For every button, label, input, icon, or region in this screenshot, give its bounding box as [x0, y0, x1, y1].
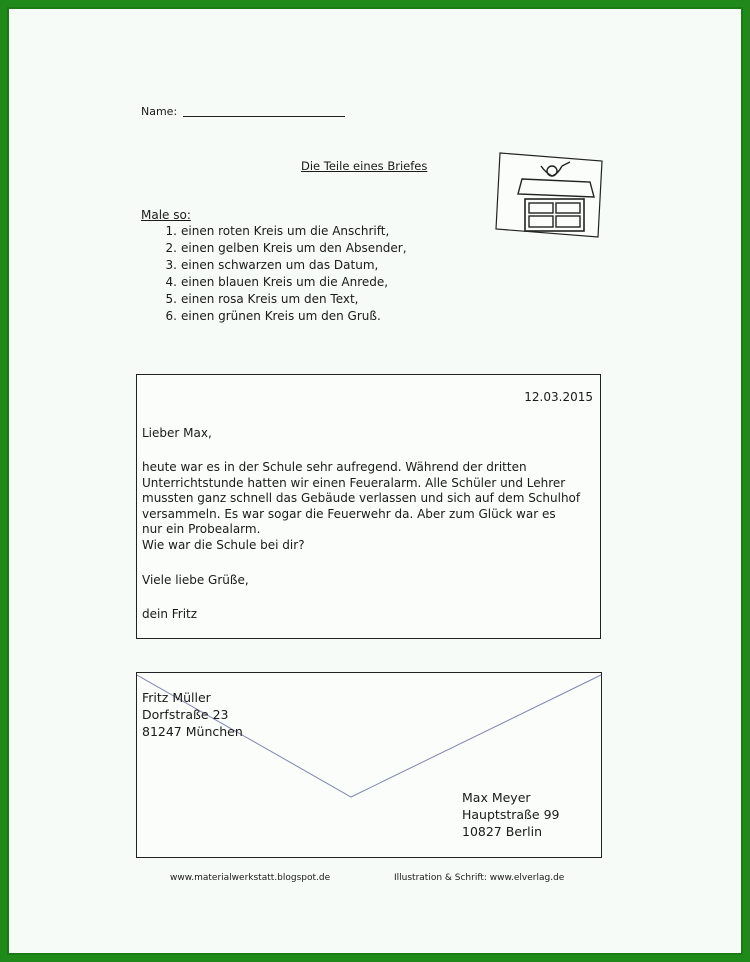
letter-body-line: Wie war die Schule bei dir? [142, 537, 305, 552]
letter-body [142, 460, 592, 553]
letter-body-line: Unterrichtstunde hatten wir einen Feueralarm. Alle Schüler und Lehrer [142, 475, 566, 490]
recipient-city: 10827 Berlin [462, 824, 543, 839]
footer-credits: Illustration & Schrift: www.elverlag.de [394, 873, 565, 883]
recipient-street: Hauptstraße 99 [462, 807, 560, 822]
instructions-list [157, 223, 407, 325]
mailbox-icon [494, 149, 604, 239]
letter-date: 12.03.2015 [524, 390, 593, 404]
letter-body-line: heute war es in der Schule sehr aufregend. Während der dritten [142, 460, 527, 474]
instruction-item: 3. einen schwarzen um das Datum, [165, 258, 379, 272]
letter-body-line: nur ein Probealarm. [142, 522, 261, 536]
instruction-item: 4. einen blauen Kreis um die Anrede, [165, 275, 389, 289]
letter-salutation: Lieber Max, [142, 426, 212, 440]
name-write-line [183, 116, 345, 117]
footer-website: www.materialwerkstatt.blogspot.de [170, 873, 331, 883]
instruction-item: 1. einen roten Kreis um die Anschrift, [165, 224, 390, 238]
envelope-recipient [462, 789, 559, 840]
name-label: Name: [141, 105, 178, 118]
instruction-item: 5. einen rosa Kreis um den Text, [165, 292, 359, 306]
envelope-sender [142, 689, 243, 740]
recipient-name: Max Meyer [462, 790, 531, 805]
instructions-intro: Male so: [141, 208, 191, 222]
letter-body-line: versammeln. Es war sogar die Feuerwehr da. Aber zum Glück war es [142, 506, 556, 521]
envelope [136, 672, 602, 858]
sender-street: Dorfstraße 23 [142, 707, 229, 722]
worksheet-title: Die Teile eines Briefes [301, 159, 428, 173]
instruction-item: 6. einen grünen Kreis um den Gruß. [165, 309, 381, 323]
worksheet-page [7, 7, 743, 955]
instruction-item: 2. einen gelben Kreis um den Absender, [165, 241, 407, 255]
sender-city: 81247 München [142, 724, 243, 739]
letter-signature: dein Fritz [142, 607, 198, 621]
letter-greeting: Viele liebe Grüße, [142, 573, 249, 587]
letter-box [136, 374, 601, 639]
letter-body-line: mussten ganz schnell das Gebäude verlassen und sich auf dem Schulhof [142, 491, 581, 505]
sender-name: Fritz Müller [142, 690, 211, 705]
